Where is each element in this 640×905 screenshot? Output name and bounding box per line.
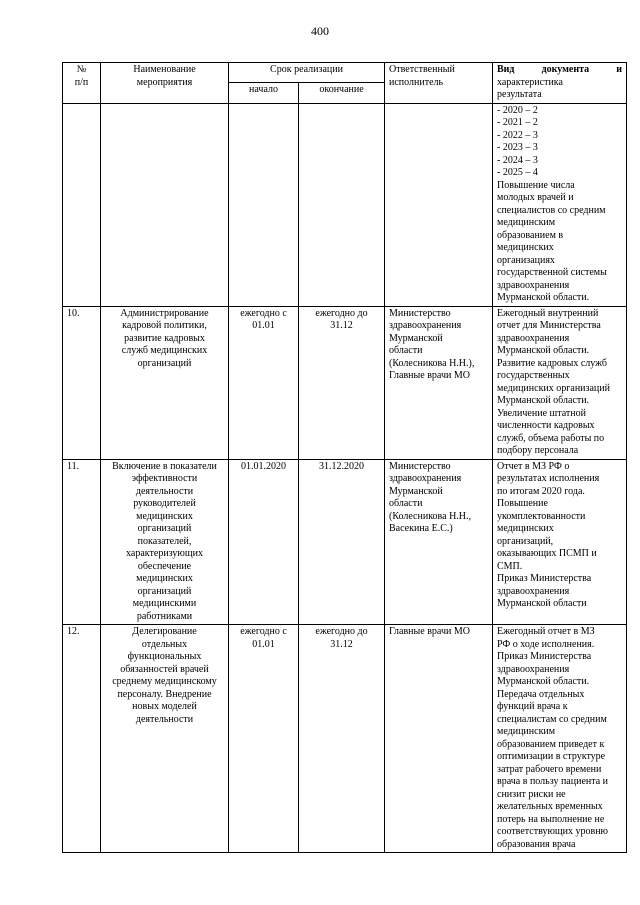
header-result-line1: Вид документа и (497, 64, 622, 75)
row-start: ежегодно с 01.01 (229, 625, 299, 853)
row-start: 01.01.2020 (229, 459, 299, 625)
row-start: ежегодно с 01.01 (229, 306, 299, 459)
row-num (63, 103, 101, 306)
header-name: Наименование мероприятия (101, 63, 229, 104)
row-num: 12. (63, 625, 101, 853)
row-name: Администрирование кадровой политики, развитие кадровых служб медицинских организаций (101, 306, 229, 459)
row-name (101, 103, 229, 306)
row-executor (385, 103, 493, 306)
row-num: 10. (63, 306, 101, 459)
header-num: № п/п (63, 63, 101, 104)
row-start (229, 103, 299, 306)
row-name: Делегирование отдельных функциональных обязанностей врачей среднему медицинскому персоналу. Внедрение новых моделей деятельности (101, 625, 229, 853)
row-result: Отчет в МЗ РФ о результатах исполнения по итогам 2020 года. Повышение укомплектованности медицинских организаций, оказывающих ПСМП и СМП. Приказ Министерства здравоохранения Мурманской области (493, 459, 627, 625)
row-executor: Главные врачи МО (385, 625, 493, 853)
row-num: 11. (63, 459, 101, 625)
row-name: Включение в показатели эффективности деятельности руководителей медицинских организаций показателей, характеризующих обеспечение медицинских организаций медицинскими работниками (101, 459, 229, 625)
page-number: 400 (311, 24, 329, 38)
row-end: 31.12.2020 (299, 459, 385, 625)
measures-table (62, 62, 627, 853)
row-end: ежегодно до 31.12 (299, 306, 385, 459)
header-period: Срок реализации (229, 63, 385, 83)
row-end (299, 103, 385, 306)
row-executor: Министерство здравоохранения Мурманской области (Колесникова Н.Н.), Главные врачи МО (385, 306, 493, 459)
header-executor: Ответственный исполнитель (385, 63, 493, 104)
table-row (63, 306, 627, 459)
header-result: Вид документа и характеристика результата (493, 63, 627, 104)
table-row (63, 103, 627, 306)
header-end: окончание (299, 83, 385, 103)
table-row (63, 459, 627, 625)
row-end: ежегодно до 31.12 (299, 625, 385, 853)
row-result: Ежегодный внутренний отчет для Министерства здравоохранения Мурманской области. Развитие кадровых служб государственных медицинских организаций Мурманской области. Увеличение штатной численности кадровых служб, объема работы по подбору персонала (493, 306, 627, 459)
table-row (63, 625, 627, 853)
header-start: начало (229, 83, 299, 103)
table-header-row (63, 63, 627, 83)
row-executor: Министерство здравоохранения Мурманской области (Колесникова Н.Н., Васекина Е.С.) (385, 459, 493, 625)
row-result: Ежегодный отчет в МЗ РФ о ходе исполнения. Приказ Министерства здравоохранения Мурманской области. Передача отдельных функций врача к специалистам со средним медицинским образованием приведет к оптимизации в структуре затрат рабочего времени врача в пользу пациента и снизит риски не желательных временных потерь на выполнение не соответствующих уровню образования врача (493, 625, 627, 853)
row-result: - 2020 – 2 - 2021 – 2 - 2022 – 3 - 2023 – 3 - 2024 – 3 - 2025 – 4 Повышение числа молодых врачей и специалистов со средним медицинским образованием в медицинских организациях государственной системы здравоохранения Мурманской области. (493, 103, 627, 306)
